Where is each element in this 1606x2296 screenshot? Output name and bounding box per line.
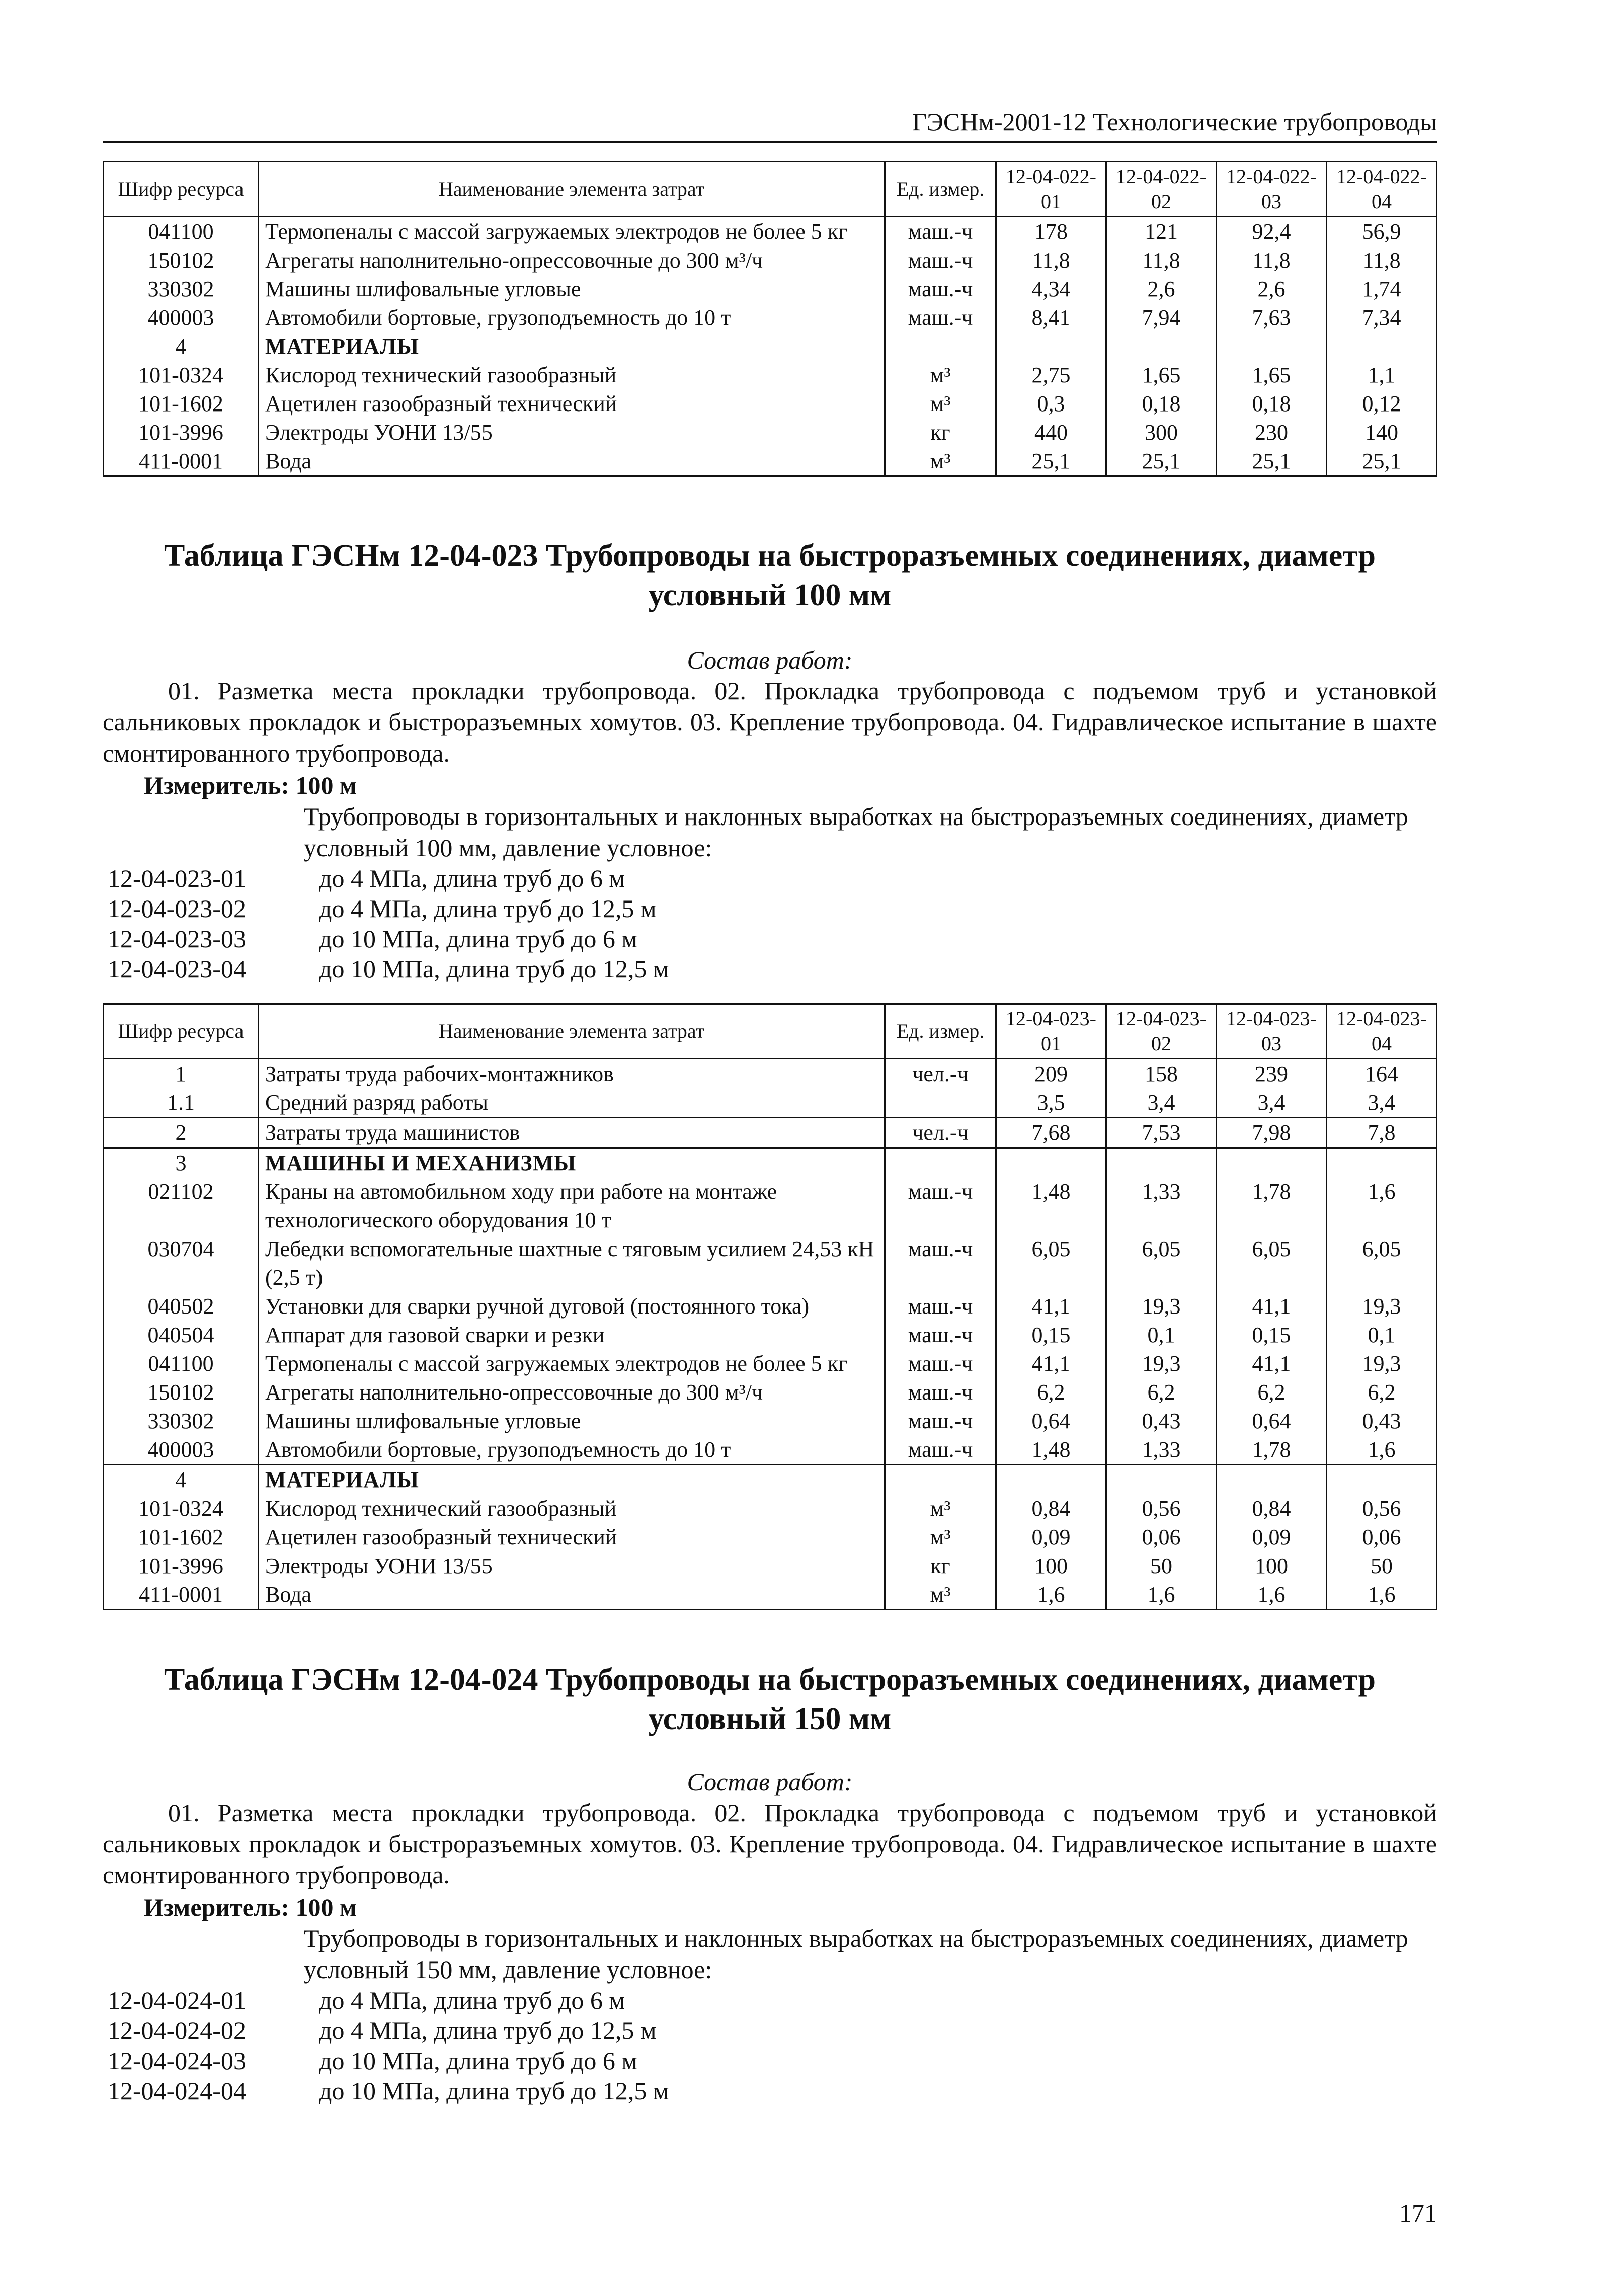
norm-description: до 4 МПа, длина труб до 6 м [319, 864, 625, 892]
norm-code: 12-04-023-02 [108, 894, 246, 923]
resource-name: Ацетилен газообразный технический [259, 1523, 885, 1551]
norm-value: 1,1 [1327, 361, 1437, 389]
norm-value: 6,05 [996, 1235, 1106, 1292]
table-row [104, 1494, 1437, 1523]
norm-value: 0,64 [996, 1407, 1106, 1435]
norm-value: 239 [1217, 1059, 1327, 1089]
resource-code: 4 [104, 1465, 259, 1495]
resource-code: 400003 [104, 1435, 259, 1465]
table-row [104, 1235, 1437, 1292]
resource-name: Средний разряд работы [259, 1088, 885, 1118]
norm-value: 1,65 [1217, 361, 1327, 389]
unit-of-measure: маш.-ч [885, 246, 996, 275]
norm-value: 25,1 [996, 447, 1106, 476]
unit-of-measure: чел.-ч [885, 1118, 996, 1148]
norm-description: до 10 МПа, длина труб до 6 м [319, 2046, 637, 2075]
norm-value [1217, 1465, 1327, 1495]
norm-value [1106, 1148, 1217, 1178]
norm-value: 41,1 [1217, 1292, 1327, 1321]
norm-description: до 4 МПа, длина труб до 12,5 м [319, 894, 657, 923]
norm-value [1217, 332, 1327, 361]
column-header-norm: 12-04-022-03 [1217, 162, 1327, 217]
norm-value: 0,1 [1106, 1321, 1217, 1349]
resource-code: 2 [104, 1118, 259, 1148]
norm-value: 11,8 [1106, 246, 1217, 275]
norm-value: 3,4 [1327, 1088, 1437, 1118]
norm-value: 0,64 [1217, 1407, 1327, 1435]
resource-code: 330302 [104, 275, 259, 303]
norm-value: 440 [996, 418, 1106, 447]
unit-of-measure: маш.-ч [885, 1407, 996, 1435]
norm-value: 56,9 [1327, 217, 1437, 247]
resource-code: 101-3996 [104, 1551, 259, 1580]
norm-value: 19,3 [1106, 1292, 1217, 1321]
norm-value: 164 [1327, 1059, 1437, 1089]
resource-name: Агрегаты наполнительно-опрессовочные до 300 м³/ч [259, 1378, 885, 1407]
norm-value: 0,18 [1217, 389, 1327, 418]
norm-value: 0,3 [996, 389, 1106, 418]
resource-name: Электроды УОНИ 13/55 [259, 418, 885, 447]
norm-value: 0,1 [1327, 1321, 1437, 1349]
table-row [104, 1580, 1437, 1610]
norm-value: 19,3 [1106, 1349, 1217, 1378]
norm-value: 0,18 [1106, 389, 1217, 418]
norm-value: 1,6 [1327, 1580, 1437, 1610]
unit-of-measure: м³ [885, 1494, 996, 1523]
norm-description: до 4 МПа, длина труб до 6 м [319, 1986, 625, 2014]
norm-value: 1,6 [996, 1580, 1106, 1610]
table-12-04-023 [103, 1003, 1437, 1610]
table-title-line: условный 150 мм [648, 1702, 892, 1736]
resource-code: 330302 [104, 1407, 259, 1435]
norm-value: 1,48 [996, 1177, 1106, 1235]
norm-value: 7,68 [996, 1118, 1106, 1148]
norm-value: 1,6 [1327, 1177, 1437, 1235]
table-row [104, 1349, 1437, 1378]
table-row [104, 1465, 1437, 1495]
norm-value [1327, 1465, 1437, 1495]
norm-value: 3,4 [1106, 1088, 1217, 1118]
table-row [104, 361, 1437, 389]
norm-value: 1,74 [1327, 275, 1437, 303]
table-row [104, 1321, 1437, 1349]
table-row [104, 332, 1437, 361]
unit-of-measure: чел.-ч [885, 1059, 996, 1089]
resource-name: Краны на автомобильном ходу при работе на монтаже технологического оборудования 10 т [259, 1177, 885, 1235]
norm-value: 0,09 [1217, 1523, 1327, 1551]
resource-code: 4 [104, 332, 259, 361]
work-composition-text: 01. Разметка места прокладки трубопровода. 02. Прокладка трубопровода с подъемом труб и установкой сальниковых прокладок и быстроразъемных хомутов. 03. Крепление трубопровода. 04. Гидравлическое испытание в шахте смонтированного трубопровода. [103, 677, 1437, 767]
norm-description: до 10 МПа, длина труб до 12,5 м [319, 2077, 669, 2105]
table-header-row [104, 1004, 1437, 1059]
resource-name: Установки для сварки ручной дуговой (постоянного тока) [259, 1292, 885, 1321]
unit-of-measure: маш.-ч [885, 1292, 996, 1321]
norm-value: 7,53 [1106, 1118, 1217, 1148]
resource-code: 021102 [104, 1177, 259, 1235]
norm-code: 12-04-024-04 [108, 2077, 246, 2105]
resource-code: 040502 [104, 1292, 259, 1321]
norm-value: 0,12 [1327, 389, 1437, 418]
column-header-norm: 12-04-023-01 [996, 1004, 1106, 1059]
norm-value: 50 [1327, 1551, 1437, 1580]
unit-of-measure: маш.-ч [885, 1321, 996, 1349]
section-heading: МАШИНЫ И МЕХАНИЗМЫ [259, 1148, 885, 1178]
norm-value: 1,48 [996, 1435, 1106, 1465]
resource-code: 030704 [104, 1235, 259, 1292]
table-row [104, 447, 1437, 476]
running-header: ГЭСНм-2001-12 Технологические трубопроводы [103, 107, 1437, 143]
table-title [103, 536, 1437, 615]
norm-description: до 4 МПа, длина труб до 12,5 м [319, 2016, 657, 2044]
norm-code: 12-04-023-03 [108, 925, 246, 953]
meter-description: Трубопроводы в горизонтальных и наклонных выработках на быстроразъемных соединениях, диаметр условный 100 мм, давление условное: [304, 802, 1408, 862]
work-composition-text: 01. Разметка места прокладки трубопровода. 02. Прокладка трубопровода с подъемом труб и установкой сальниковых прокладок и быстроразъемных хомутов. 03. Крепление трубопровода. 04. Гидравлическое испытание в шахте смонтированного трубопровода. [103, 1798, 1437, 1889]
norm-value: 19,3 [1327, 1349, 1437, 1378]
resource-code: 101-0324 [104, 361, 259, 389]
resource-name: Вода [259, 1580, 885, 1610]
table-12-04-022 [103, 161, 1437, 477]
norm-value: 0,06 [1106, 1523, 1217, 1551]
norm-value: 178 [996, 217, 1106, 247]
resource-code: 101-3996 [104, 418, 259, 447]
resource-code: 041100 [104, 1349, 259, 1378]
resource-code: 411-0001 [104, 1580, 259, 1610]
norm-value: 0,15 [1217, 1321, 1327, 1349]
meter-description: Трубопроводы в горизонтальных и наклонных выработках на быстроразъемных соединениях, диаметр условный 150 мм, давление условное: [304, 1924, 1408, 1984]
unit-of-measure: м³ [885, 1580, 996, 1610]
column-header-norm: 12-04-022-02 [1106, 162, 1217, 217]
table-title [103, 1660, 1437, 1739]
norm-item [108, 893, 1436, 924]
norm-value: 1,6 [1217, 1580, 1327, 1610]
resource-code: 1.1 [104, 1088, 259, 1118]
resource-name: Автомобили бортовые, грузоподъемность до 10 т [259, 1435, 885, 1465]
resource-code: 1 [104, 1059, 259, 1089]
norm-value: 100 [1217, 1551, 1327, 1580]
norm-value: 41,1 [996, 1292, 1106, 1321]
table-row [104, 1088, 1437, 1118]
table-row [104, 1523, 1437, 1551]
resource-name: Кислород технический газообразный [259, 361, 885, 389]
resource-code: 101-1602 [104, 389, 259, 418]
table-row [104, 1407, 1437, 1435]
norm-value [1217, 1148, 1327, 1178]
column-header-name: Наименование элемента затрат [259, 162, 885, 217]
table-row [104, 1177, 1437, 1235]
column-header-unit: Ед. измер. [885, 162, 996, 217]
column-header-norm: 12-04-022-04 [1327, 162, 1437, 217]
resource-name: Вода [259, 447, 885, 476]
norm-value: 25,1 [1327, 447, 1437, 476]
norm-value: 0,56 [1327, 1494, 1437, 1523]
norm-value: 2,75 [996, 361, 1106, 389]
table-row [104, 1059, 1437, 1089]
norm-value [996, 1148, 1106, 1178]
table-row [104, 217, 1437, 247]
norm-value [1327, 1148, 1437, 1178]
unit-of-measure: кг [885, 1551, 996, 1580]
norm-value: 8,41 [996, 303, 1106, 332]
norm-value: 3,4 [1217, 1088, 1327, 1118]
norm-description: до 10 МПа, длина труб до 6 м [319, 925, 637, 953]
column-header-norm: 12-04-022-01 [996, 162, 1106, 217]
work-composition-label: Состав работ: [687, 1768, 853, 1796]
resource-name: Машины шлифовальные угловые [259, 1407, 885, 1435]
norm-value: 25,1 [1106, 447, 1217, 476]
resource-name: Затраты труда машинистов [259, 1118, 885, 1148]
column-header-code: Шифр ресурса [104, 1004, 259, 1059]
unit-of-measure: маш.-ч [885, 217, 996, 247]
norm-value: 7,63 [1217, 303, 1327, 332]
table-header-row [104, 162, 1437, 217]
norm-value [996, 1465, 1106, 1495]
unit-of-measure [885, 1088, 996, 1118]
norm-value: 300 [1106, 418, 1217, 447]
norm-value [1106, 332, 1217, 361]
section-heading: МАТЕРИАЛЫ [259, 332, 885, 361]
work-composition-label: Состав работ: [687, 646, 853, 674]
norm-value: 6,2 [1106, 1378, 1217, 1407]
norm-code: 12-04-023-01 [108, 864, 246, 892]
norm-item [108, 1985, 1436, 2015]
norm-list [108, 863, 1436, 984]
resource-name: Агрегаты наполнительно-опрессовочные до 300 м³/ч [259, 246, 885, 275]
table-row [104, 1148, 1437, 1178]
norm-value: 230 [1217, 418, 1327, 447]
norm-value: 7,98 [1217, 1118, 1327, 1148]
norm-value: 2,6 [1217, 275, 1327, 303]
norm-item [108, 2015, 1436, 2045]
norm-value: 1,33 [1106, 1435, 1217, 1465]
unit-of-measure: м³ [885, 389, 996, 418]
resource-code: 041100 [104, 217, 259, 247]
resource-name: Лебедки вспомогательные шахтные с тяговым усилием 24,53 кН (2,5 т) [259, 1235, 885, 1292]
norm-code: 12-04-024-02 [108, 2016, 246, 2044]
norm-value [1327, 332, 1437, 361]
unit-of-measure: маш.-ч [885, 1177, 996, 1235]
unit-of-measure: маш.-ч [885, 1435, 996, 1465]
norm-value: 1,6 [1327, 1435, 1437, 1465]
unit-of-measure: маш.-ч [885, 303, 996, 332]
resource-code: 040504 [104, 1321, 259, 1349]
resource-name: Затраты труда рабочих-монтажников [259, 1059, 885, 1089]
norm-value: 100 [996, 1551, 1106, 1580]
norm-value: 0,15 [996, 1321, 1106, 1349]
table-title-line: Таблица ГЭСНм 12-04-024 Трубопроводы на быстроразъемных соединениях, диаметр [164, 1663, 1376, 1697]
resource-name: Термопеналы с массой загружаемых электродов не более 5 кг [259, 1349, 885, 1378]
norm-value: 1,33 [1106, 1177, 1217, 1235]
norm-value [996, 332, 1106, 361]
norm-value: 209 [996, 1059, 1106, 1089]
norm-value: 121 [1106, 217, 1217, 247]
unit-of-measure [885, 1148, 996, 1178]
norm-value [1106, 1465, 1217, 1495]
unit-of-measure: маш.-ч [885, 1235, 996, 1292]
norm-value: 19,3 [1327, 1292, 1437, 1321]
norm-value: 1,78 [1217, 1435, 1327, 1465]
column-header-unit: Ед. измер. [885, 1004, 996, 1059]
column-header-norm: 12-04-023-03 [1217, 1004, 1327, 1059]
table-row [104, 303, 1437, 332]
norm-value: 25,1 [1217, 447, 1327, 476]
norm-code: 12-04-023-04 [108, 955, 246, 983]
norm-item [108, 2045, 1436, 2076]
norm-value: 1,65 [1106, 361, 1217, 389]
section-heading: МАТЕРИАЛЫ [259, 1465, 885, 1495]
norm-value: 7,94 [1106, 303, 1217, 332]
norm-value: 50 [1106, 1551, 1217, 1580]
unit-of-measure: маш.-ч [885, 1378, 996, 1407]
unit-of-measure [885, 1465, 996, 1495]
table-row [104, 246, 1437, 275]
table-row [104, 418, 1437, 447]
resource-code: 400003 [104, 303, 259, 332]
norm-value: 0,43 [1327, 1407, 1437, 1435]
table-body [104, 1059, 1437, 1610]
norm-value: 0,84 [1217, 1494, 1327, 1523]
table-row [104, 1551, 1437, 1580]
table-title-line: условный 100 мм [648, 578, 892, 612]
resource-name: Электроды УОНИ 13/55 [259, 1551, 885, 1580]
norm-value: 0,56 [1106, 1494, 1217, 1523]
unit-of-measure: м³ [885, 447, 996, 476]
table-row [104, 275, 1437, 303]
unit-of-measure: маш.-ч [885, 1349, 996, 1378]
norm-value: 2,6 [1106, 275, 1217, 303]
norm-code: 12-04-024-03 [108, 2046, 246, 2075]
resource-name: Кислород технический газообразный [259, 1494, 885, 1523]
norm-value: 0,84 [996, 1494, 1106, 1523]
norm-value: 0,06 [1327, 1523, 1437, 1551]
norm-code: 12-04-024-01 [108, 1986, 246, 2014]
norm-item [108, 924, 1436, 954]
table-row [104, 1435, 1437, 1465]
norm-list [108, 1985, 1436, 2106]
resource-code: 3 [104, 1148, 259, 1178]
norm-value: 6,2 [1327, 1378, 1437, 1407]
resource-code: 150102 [104, 1378, 259, 1407]
table-row [104, 389, 1437, 418]
resource-code: 101-0324 [104, 1494, 259, 1523]
meter-label: Измеритель: 100 м [144, 771, 357, 799]
norm-value: 3,5 [996, 1088, 1106, 1118]
norm-value: 41,1 [1217, 1349, 1327, 1378]
norm-value: 11,8 [996, 246, 1106, 275]
unit-of-measure: м³ [885, 1523, 996, 1551]
table-row [104, 1118, 1437, 1148]
norm-item [108, 954, 1436, 984]
resource-code: 101-1602 [104, 1523, 259, 1551]
norm-value: 6,05 [1217, 1235, 1327, 1292]
unit-of-measure: кг [885, 418, 996, 447]
resource-name: Аппарат для газовой сварки и резки [259, 1321, 885, 1349]
column-header-name: Наименование элемента затрат [259, 1004, 885, 1059]
norm-value: 158 [1106, 1059, 1217, 1089]
column-header-norm: 12-04-023-02 [1106, 1004, 1217, 1059]
meter-label: Измеритель: 100 м [144, 1893, 357, 1921]
table-body [104, 217, 1437, 476]
resource-code: 411-0001 [104, 447, 259, 476]
unit-of-measure: маш.-ч [885, 275, 996, 303]
norm-item [108, 863, 1436, 893]
resource-name: Машины шлифовальные угловые [259, 275, 885, 303]
resource-name: Термопеналы с массой загружаемых электродов не более 5 кг [259, 217, 885, 247]
unit-of-measure: м³ [885, 361, 996, 389]
norm-value: 140 [1327, 418, 1437, 447]
table-title-line: Таблица ГЭСНм 12-04-023 Трубопроводы на быстроразъемных соединениях, диаметр [164, 539, 1376, 573]
norm-value: 11,8 [1327, 246, 1437, 275]
norm-value: 41,1 [996, 1349, 1106, 1378]
norm-value: 1,78 [1217, 1177, 1327, 1235]
norm-value: 6,05 [1327, 1235, 1437, 1292]
norm-value: 6,2 [996, 1378, 1106, 1407]
norm-value: 11,8 [1217, 246, 1327, 275]
norm-item [108, 2076, 1436, 2106]
norm-value: 6,05 [1106, 1235, 1217, 1292]
table-row [104, 1292, 1437, 1321]
page-number: 171 [1399, 2199, 1437, 2227]
norm-value: 7,8 [1327, 1118, 1437, 1148]
norm-value: 4,34 [996, 275, 1106, 303]
norm-value: 7,34 [1327, 303, 1437, 332]
norm-value: 1,6 [1106, 1580, 1217, 1610]
column-header-norm: 12-04-023-04 [1327, 1004, 1437, 1059]
norm-value: 0,09 [996, 1523, 1106, 1551]
norm-value: 6,2 [1217, 1378, 1327, 1407]
resource-code: 150102 [104, 246, 259, 275]
norm-value: 0,43 [1106, 1407, 1217, 1435]
unit-of-measure [885, 332, 996, 361]
norm-description: до 10 МПа, длина труб до 12,5 м [319, 955, 669, 983]
norm-value: 92,4 [1217, 217, 1327, 247]
column-header-code: Шифр ресурса [104, 162, 259, 217]
table-row [104, 1378, 1437, 1407]
resource-name: Автомобили бортовые, грузоподъемность до 10 т [259, 303, 885, 332]
resource-name: Ацетилен газообразный технический [259, 389, 885, 418]
